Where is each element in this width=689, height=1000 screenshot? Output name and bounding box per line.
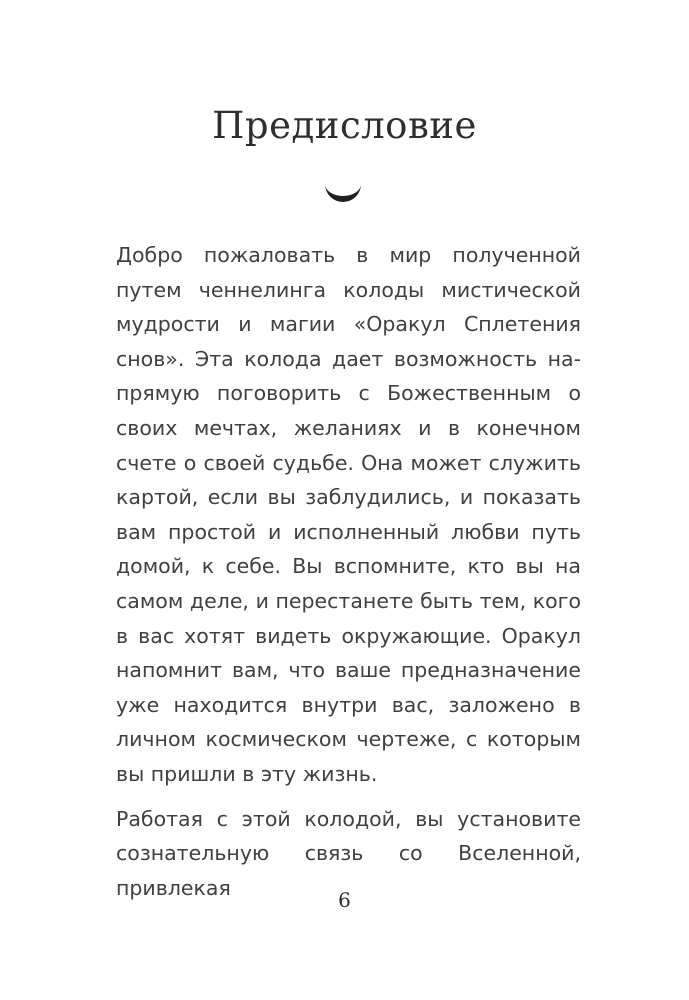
paragraph-2: Работая с этой колодой, вы установите сознательную связь со Вселенной, привлекая <box>116 806 581 900</box>
page-number: 6 <box>338 888 351 912</box>
paragraph-1: Добро пожаловать в мир полученной путем ченнелинга колоды мистической мудрости и магии «Оракул Сплетения снов». Эта колода дает возможность напрямую поговорить с Божественным о своих мечтах, желаниях и в конечном счете о своей судьбе. Она может служить картой, если вы заблудились, и показать вам простой и исполненный любви путь домой, к себе. Вы вспомните, кто вы на самом деле, и перестанете быть тем, кого в вас хотят видеть окружающие. Оракул напомнит вам, что ваше предназначение уже находится внутри вас, заложено в личном космическом чертеже, с которым вы пришли в эту жизнь. <box>116 243 581 786</box>
crescent-moon-icon <box>321 172 365 216</box>
body-text <box>116 238 581 905</box>
page-title: Предисловие <box>212 104 477 147</box>
